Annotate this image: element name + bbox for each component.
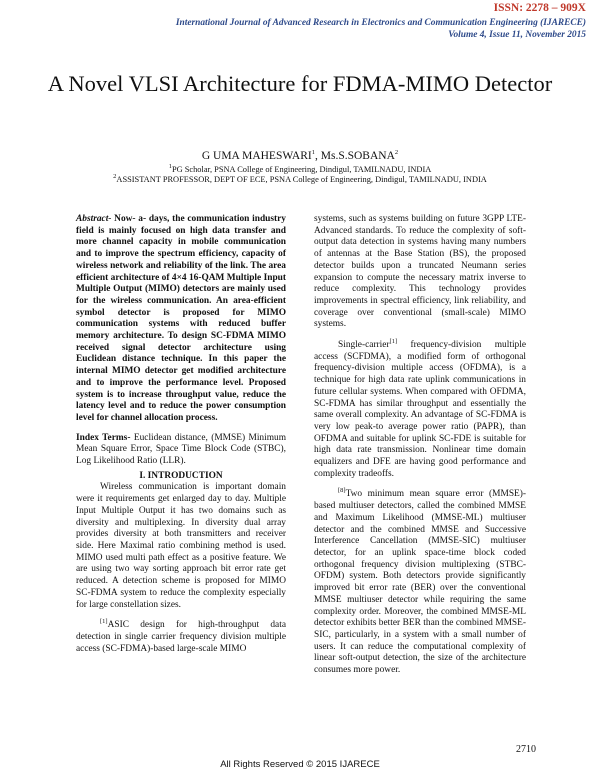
citation-ref: [8] <box>338 487 346 495</box>
author-line <box>0 150 600 162</box>
citation-ref: [1] <box>389 337 398 345</box>
affiliation-1 <box>0 165 600 174</box>
affiliation-2 <box>0 175 600 184</box>
footer-copyright: All Rights Reserved © 2015 IJARECE <box>220 759 380 770</box>
issn-label: ISSN: 2278 – 909X <box>493 2 586 14</box>
affiliation-1-sup: 1 <box>168 163 172 171</box>
left-column <box>76 214 286 655</box>
right-paragraph-3 <box>314 489 526 676</box>
index-terms-text: Euclidean distance, (MMSE) Minimum Mean Square Error, Space Time Block Code (STBC), Log Likelihood Ratio (LLR). <box>76 432 286 467</box>
journal-name: International Journal of Advanced Research in Electronics and Communication Engineering (IJARECE) <box>175 18 586 28</box>
index-terms <box>76 433 286 468</box>
abstract-text: Now- a- days, the communication industry field is mainly focused on high data transfer and more channel capacity in mobile communication and to improve the spectrum efficiency, capacity of wireless network and reliability of the link. The area efficient architecture of 4×4 16-QAM Multiple Input Multiple Output (MIMO) detectors are mainly used for the wireless communication. An area-efficient symbol detector is proposed for MIMO communication systems with reduced buffer memory architecture. To design SC-FDMA MIMO received signal detector architecture using Euclidean distance technique. In this paper the internal MIMO detector get modified architecture and to improve the performance level. Proposed system is to increase throughput value, reduce the latency level and to reduce the power consumption level for channel allocation process. <box>76 214 286 423</box>
citation-ref: [1] <box>100 618 108 626</box>
journal-volume: Volume 4, Issue 11, November 2015 <box>448 30 586 40</box>
abstract-lead: Abstract- <box>76 214 112 224</box>
right-paragraph-1: systems, such as systems building on future 3GPP LTE-Advanced standards. To reduce the complexity of soft-output data detection in systems having many numbers of antennas at the Base Station (BS), the proposed detector builds upon a truncated Neumann series expansion to compute the necessary matrix inverse to reduce complexity. This technology provides improvements in spectral efficiency, link reliability, and coverage over conventional (small-scale) MIMO systems. <box>314 214 526 330</box>
right-paragraph-2-text: frequency-division multiple access (SCFDMA), a modified form of orthogonal frequency-division multiple access (OFDMA), is a technique for high data rate uplink communications in future cellular systems. When compared with OFDMA, SC-FDMA has similar throughput and essentially the same overall complexity. An advantage of SC-FDMA is very low peak-to average power ratio (PAPR), than OFDMA and suitable for uplink SC-FDE is suitable for high data rate transmission. Nonlinear time domain equalizers and DFE are having good performance and complexity tradeoffs. <box>314 340 526 479</box>
author-separator: , <box>315 150 321 162</box>
paper-title: A Novel VLSI Architecture for FDMA-MIMO Detector <box>47 71 553 96</box>
author-1-sup: 1 <box>311 149 315 157</box>
affiliation-2-text: ASSISTANT PROFESSOR, DEPT OF ECE, PSNA College of Engineering, Dindigul, TAMILNADU, INDIA <box>116 175 487 184</box>
author-1: G UMA MAHESWARI <box>201 150 312 162</box>
right-paragraph-3-text: Two minimum mean square error (MMSE)-based multiuser detectors, called the combined MMSE and Maximum Likelihood (MMSE-ML) multiuser detector and the combined MMSE and Successive Interference Cancellation (MMSE-SIC) multiuser detector, for an uplink space-time block coded orthogonal frequency division multiplexing (STBC-OFDM) system. Both detectors provide significantly improved bit error rate (BER) over the conventional MMSE multiuser detector while requiring the same complexity order. Moreover, the combined MMSE-ML detector exhibits better BER than the combined MMSE-SIC, particularly, in a system with a small number of users. It can reduce the computational complexity of linear soft-output detection, the size of the architecture consumes more power. <box>314 489 526 676</box>
author-2-sup: 2 <box>394 149 399 157</box>
index-terms-lead: Index Terms- <box>76 432 131 443</box>
affiliation-2-sup: 2 <box>113 173 117 181</box>
intro-paragraph-2 <box>76 620 286 655</box>
author-2: Ms.S.SOBANA <box>320 150 395 162</box>
right-column <box>314 214 526 677</box>
journal-header <box>26 17 586 41</box>
abstract <box>76 214 286 425</box>
right-paragraph-2-pre: Single-carrier <box>338 340 390 351</box>
right-paragraph-2 <box>314 337 526 480</box>
intro-paragraph-1: Wireless communication is important domain were it requirements get enlarged day to day. Multiple Input Multiple Output it has two domains such as diversity and multiplexing. In diversity dual array provides diversity at both transmitters and receiver side. Here Maximal ratio combining method is used. MIMO used multi path effect as a positive feature. We are using two way sorting approach bit error rate get reduced. A detection scheme is proposed for MIMO SC-FDMA system to reduce the complexity especially for large constellation sizes. <box>76 482 286 610</box>
affiliation-1-text: PG Scholar, PSNA College of Engineering, Dindigul, TAMILNADU, INDIA <box>171 165 432 174</box>
intro-paragraph-2-text: ASIC design for high-throughput data detection in single carrier frequency division multiple access (SC-FDMA)-based large-scale MIMO <box>76 620 286 654</box>
section-heading-introduction: I. INTRODUCTION <box>139 470 223 481</box>
page-number: 2710 <box>516 744 536 755</box>
